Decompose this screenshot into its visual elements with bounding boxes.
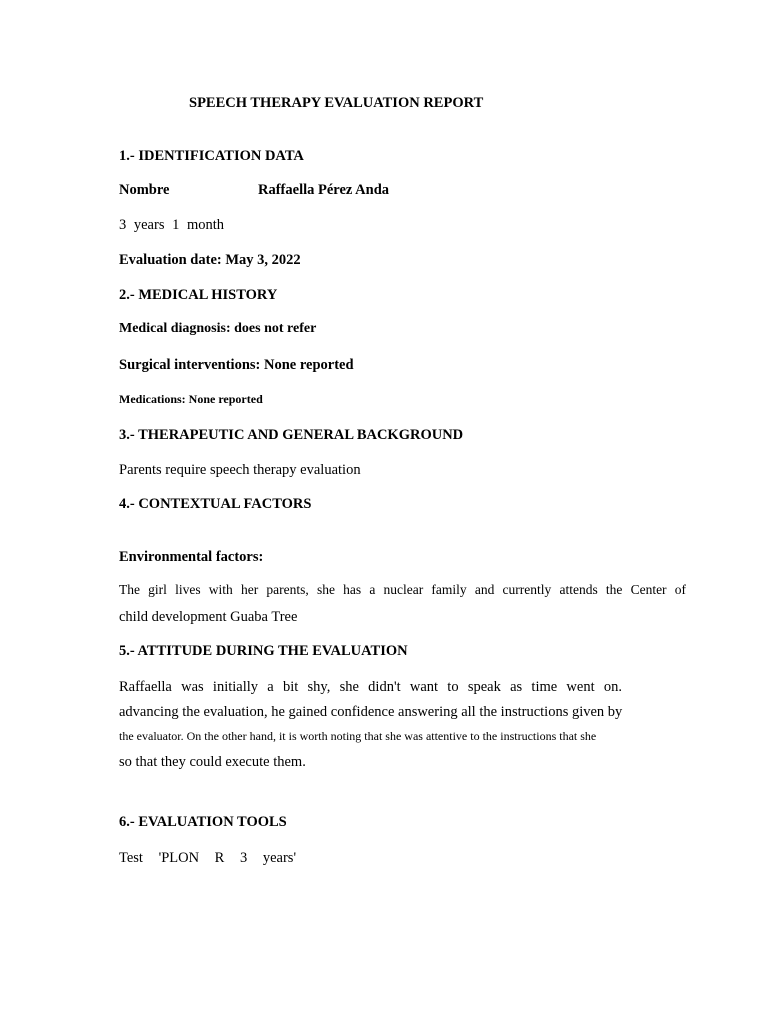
age-text: 3 years 1 month [119,217,225,233]
attitude-line-2: advancing the evaluation, he gained confidence answering all the instructions given by [119,704,623,720]
report-title: SPEECH THERAPY EVALUATION REPORT [189,95,484,111]
environmental-line-2: child development Guaba Tree [119,609,298,625]
medications: Medications: None reported [119,392,263,406]
name-row [119,181,389,199]
section-3-heading: 3.- THERAPEUTIC AND GENERAL BACKGROUND [119,427,464,443]
surgical-interventions: Surgical interventions: None reported [119,357,354,373]
attitude-line-3: the evaluator. On the other hand, it is worth noting that she was attentive to the instructions that she [119,729,597,743]
section-5-heading: 5.- ATTITUDE DURING THE EVALUATION [119,643,408,659]
background-text: Parents require speech therapy evaluation [119,462,361,478]
environmental-factors-label: Environmental factors: [119,549,264,565]
attitude-line-4: so that they could execute them. [119,754,306,770]
attitude-line-1: Raffaella was initially a bit shy, she didn't want to speak as time went on. [119,679,622,695]
section-6-heading: 6.- EVALUATION TOOLS [119,814,287,830]
name-label: Nombre [119,182,170,198]
section-1-heading: 1.- IDENTIFICATION DATA [119,148,304,164]
evaluation-date: Evaluation date: May 3, 2022 [119,252,301,268]
section-4-heading: 4.- CONTEXTUAL FACTORS [119,496,312,512]
environmental-line-1: The girl lives with her parents, she has a nuclear family and currently attends the Center of [119,582,686,597]
section-2-heading: 2.- MEDICAL HISTORY [119,287,278,303]
name-value: Raffaella Pérez Anda [258,182,390,198]
evaluation-tool-text: Test 'PLON R 3 years' [119,850,297,866]
medical-diagnosis: Medical diagnosis: does not refer [119,321,317,336]
